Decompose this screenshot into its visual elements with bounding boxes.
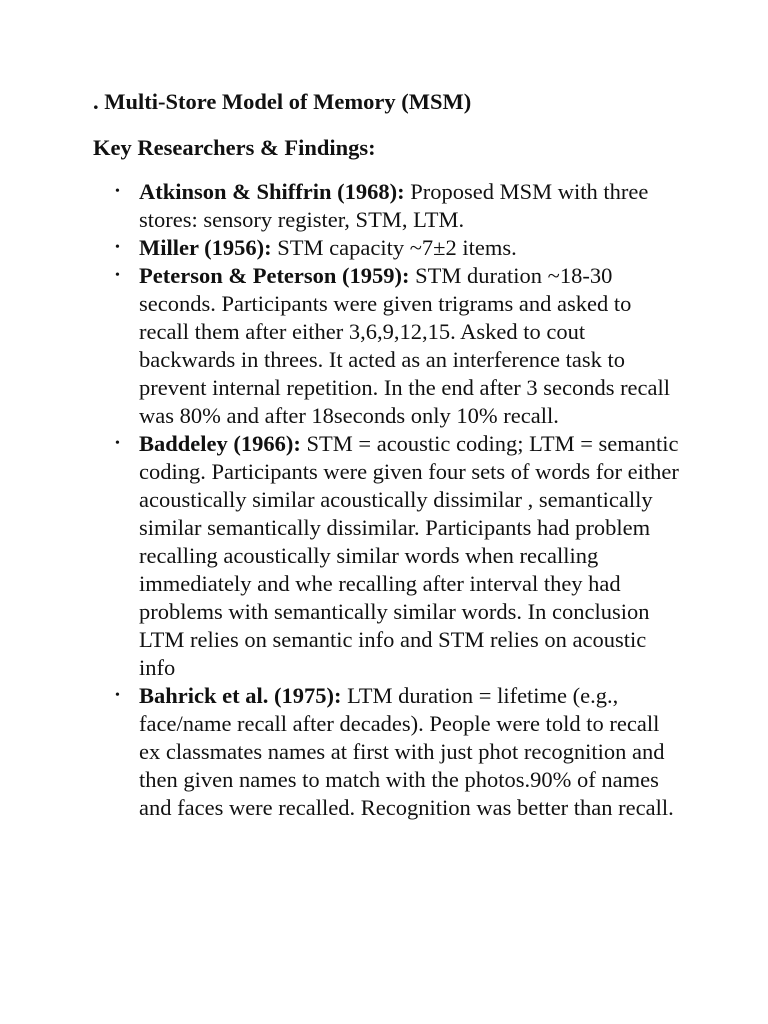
researcher-name: Bahrick et al. (1975): (139, 683, 342, 708)
finding-text: Proposed MSM with three stores: sensory register, STM, LTM. (139, 179, 649, 232)
researcher-name: Peterson & Peterson (1959): (139, 263, 410, 288)
finding-text: LTM duration = lifetime (e.g., face/name recall after decades). People were told to recall ex classmates names at first with just phot recognition and then given names to match with the photos.90% of names and faces were recalled. Recognition was better than recall. (139, 683, 674, 820)
researcher-name: Miller (1956): (139, 235, 272, 260)
finding-text: STM = acoustic coding; LTM = semantic coding. Participants were given four sets of words for either acoustically similar acoustically dissimilar , semantically similar semantically dissimilar. Participants had problem recalling acoustically similar words when recalling immediately and whe recalling after interval they had problems with semantically similar words. In conclusion LTM relies on semantic info and STM relies on acoustic info (139, 431, 679, 680)
bullet-icon: • (115, 240, 120, 255)
bullet-icon: • (115, 184, 120, 199)
finding-text: STM duration ~18-30 seconds. Participants were given trigrams and asked to recall them after either 3,6,9,12,15. Asked to cout backwards in threes. It acted as an interference task to prevent internal repetition. In the end after 3 seconds recall was 80% and after 18seconds only 10% recall. (139, 263, 671, 428)
document-page (93, 86, 693, 822)
researcher-name: Atkinson & Shiffrin (1968): (139, 179, 405, 204)
finding-item-atkinson-shiffrin (93, 178, 679, 234)
bullet-icon: • (115, 436, 120, 451)
finding-item-miller (93, 234, 679, 262)
finding-item-bahrick (93, 682, 679, 822)
bullet-icon: • (115, 688, 120, 703)
finding-text: STM capacity ~7±2 items. (271, 235, 517, 260)
findings-list (93, 178, 693, 822)
document-title: . Multi-Store Model of Memory (MSM) (93, 89, 472, 114)
bullet-icon: • (115, 268, 120, 283)
researcher-name: Baddeley (1966): (139, 431, 301, 456)
finding-item-baddeley (93, 430, 679, 682)
section-heading: Key Researchers & Findings: (93, 135, 376, 160)
finding-item-peterson-peterson (93, 262, 679, 430)
